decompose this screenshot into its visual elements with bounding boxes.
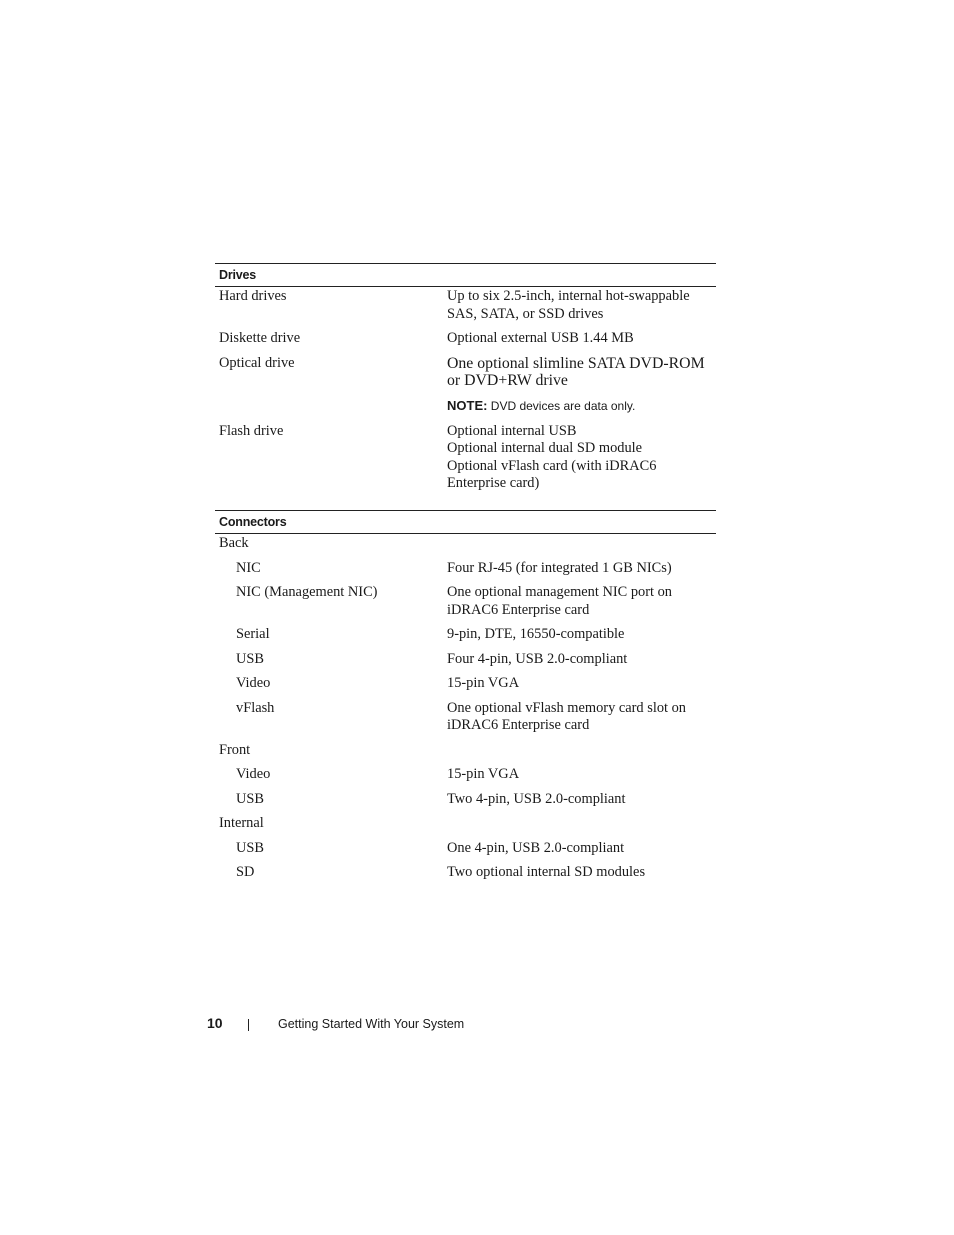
group-label: Front <box>219 741 251 758</box>
group-label-front <box>215 742 716 760</box>
connectors-section-header: Connectors <box>215 510 716 534</box>
spec-value <box>447 423 715 493</box>
spec-value-line: One optional management NIC port on <box>447 584 673 600</box>
group-label-internal <box>215 815 716 833</box>
spec-value-line: Enterprise card) <box>447 475 540 491</box>
note-label: NOTE: <box>447 397 488 413</box>
spec-value-line: One 4-pin, USB 2.0-compliant <box>447 839 625 856</box>
spec-row-diskette-drive <box>215 330 716 348</box>
spec-value <box>447 626 715 644</box>
spec-label: Serial <box>236 626 270 642</box>
spec-label: vFlash <box>236 699 275 716</box>
spec-label: Diskette drive <box>219 330 301 346</box>
page-number: 10 <box>207 1015 223 1031</box>
spec-value-line: 15-pin VGA <box>447 766 520 782</box>
spec-row-management-nic <box>215 584 716 619</box>
spec-value <box>447 560 715 578</box>
spec-row-serial <box>215 626 716 644</box>
spec-value-line: One optional slimline SATA DVD-ROM <box>447 354 705 372</box>
spec-label: NIC <box>236 559 261 576</box>
spec-value <box>447 864 715 882</box>
spec-row-usb-back <box>215 651 716 669</box>
group-label: Back <box>219 535 249 551</box>
spec-value-line: 15-pin VGA <box>447 675 520 691</box>
spec-label: Flash drive <box>219 422 284 439</box>
spec-value <box>447 700 715 735</box>
spec-value <box>447 651 715 669</box>
spec-row-vflash <box>215 700 716 735</box>
spec-label: SD <box>236 864 255 880</box>
spec-value-line: Optional internal USB <box>447 422 577 439</box>
spec-row-video-back <box>215 675 716 693</box>
spec-value-line: Optional internal dual SD module <box>447 440 643 456</box>
spec-value-line: 9-pin, DTE, 16550-compatible <box>447 626 625 642</box>
spec-row-sd-internal <box>215 864 716 882</box>
spec-row-optical-drive <box>215 355 716 415</box>
spec-value <box>447 330 715 348</box>
spec-value <box>447 840 715 858</box>
spec-label: NIC (Management NIC) <box>236 584 378 600</box>
spec-value-line: One optional vFlash memory card slot on <box>447 699 687 716</box>
spec-value-line: Optional external USB 1.44 MB <box>447 330 634 346</box>
spec-value-line: Two optional internal SD modules <box>447 864 646 880</box>
page-footer <box>207 1013 507 1035</box>
drives-section-header: Drives <box>215 263 716 287</box>
drives-table <box>215 263 716 493</box>
spec-row-flash-drive <box>215 423 716 493</box>
footer-title: Getting Started With Your System <box>278 1017 465 1031</box>
spec-row-video-front <box>215 766 716 784</box>
spec-value <box>447 584 715 619</box>
spec-row-nic <box>215 560 716 578</box>
spec-value <box>447 675 715 693</box>
footer-divider <box>248 1019 249 1031</box>
spec-row-usb-internal <box>215 840 716 858</box>
spec-value <box>447 791 715 809</box>
group-label-back <box>215 535 716 553</box>
spec-label: Video <box>236 766 271 782</box>
spec-label: USB <box>236 790 264 807</box>
spec-value-line: SAS, SATA, or SSD drives <box>447 305 604 322</box>
spec-value-line: iDRAC6 Enterprise card <box>447 601 590 618</box>
spec-value <box>447 288 715 323</box>
spec-label: USB <box>236 839 264 856</box>
note-text: DVD devices are data only. <box>487 398 636 413</box>
spec-label: USB <box>236 650 264 667</box>
spec-value <box>447 766 715 784</box>
note <box>447 397 715 415</box>
spec-label: Video <box>236 675 271 691</box>
spec-row-usb-front <box>215 791 716 809</box>
spec-label: Hard drives <box>219 288 287 304</box>
spec-value-line: Up to six 2.5-inch, internal hot-swappable <box>447 288 690 304</box>
spec-value <box>447 355 715 415</box>
spec-row-hard-drives <box>215 288 716 323</box>
spec-value-line: or DVD+RW drive <box>447 372 568 389</box>
connectors-table <box>215 510 716 882</box>
group-label: Internal <box>219 815 264 831</box>
spec-label: Optical drive <box>219 354 295 371</box>
spec-value-line: Optional vFlash card (with iDRAC6 <box>447 457 657 474</box>
spec-value-line: iDRAC6 Enterprise card <box>447 717 590 733</box>
spec-value-line: Two 4-pin, USB 2.0-compliant <box>447 790 626 807</box>
spec-value-line: Four RJ-45 (for integrated 1 GB NICs) <box>447 559 672 576</box>
spec-value-line: Four 4-pin, USB 2.0-compliant <box>447 650 628 667</box>
